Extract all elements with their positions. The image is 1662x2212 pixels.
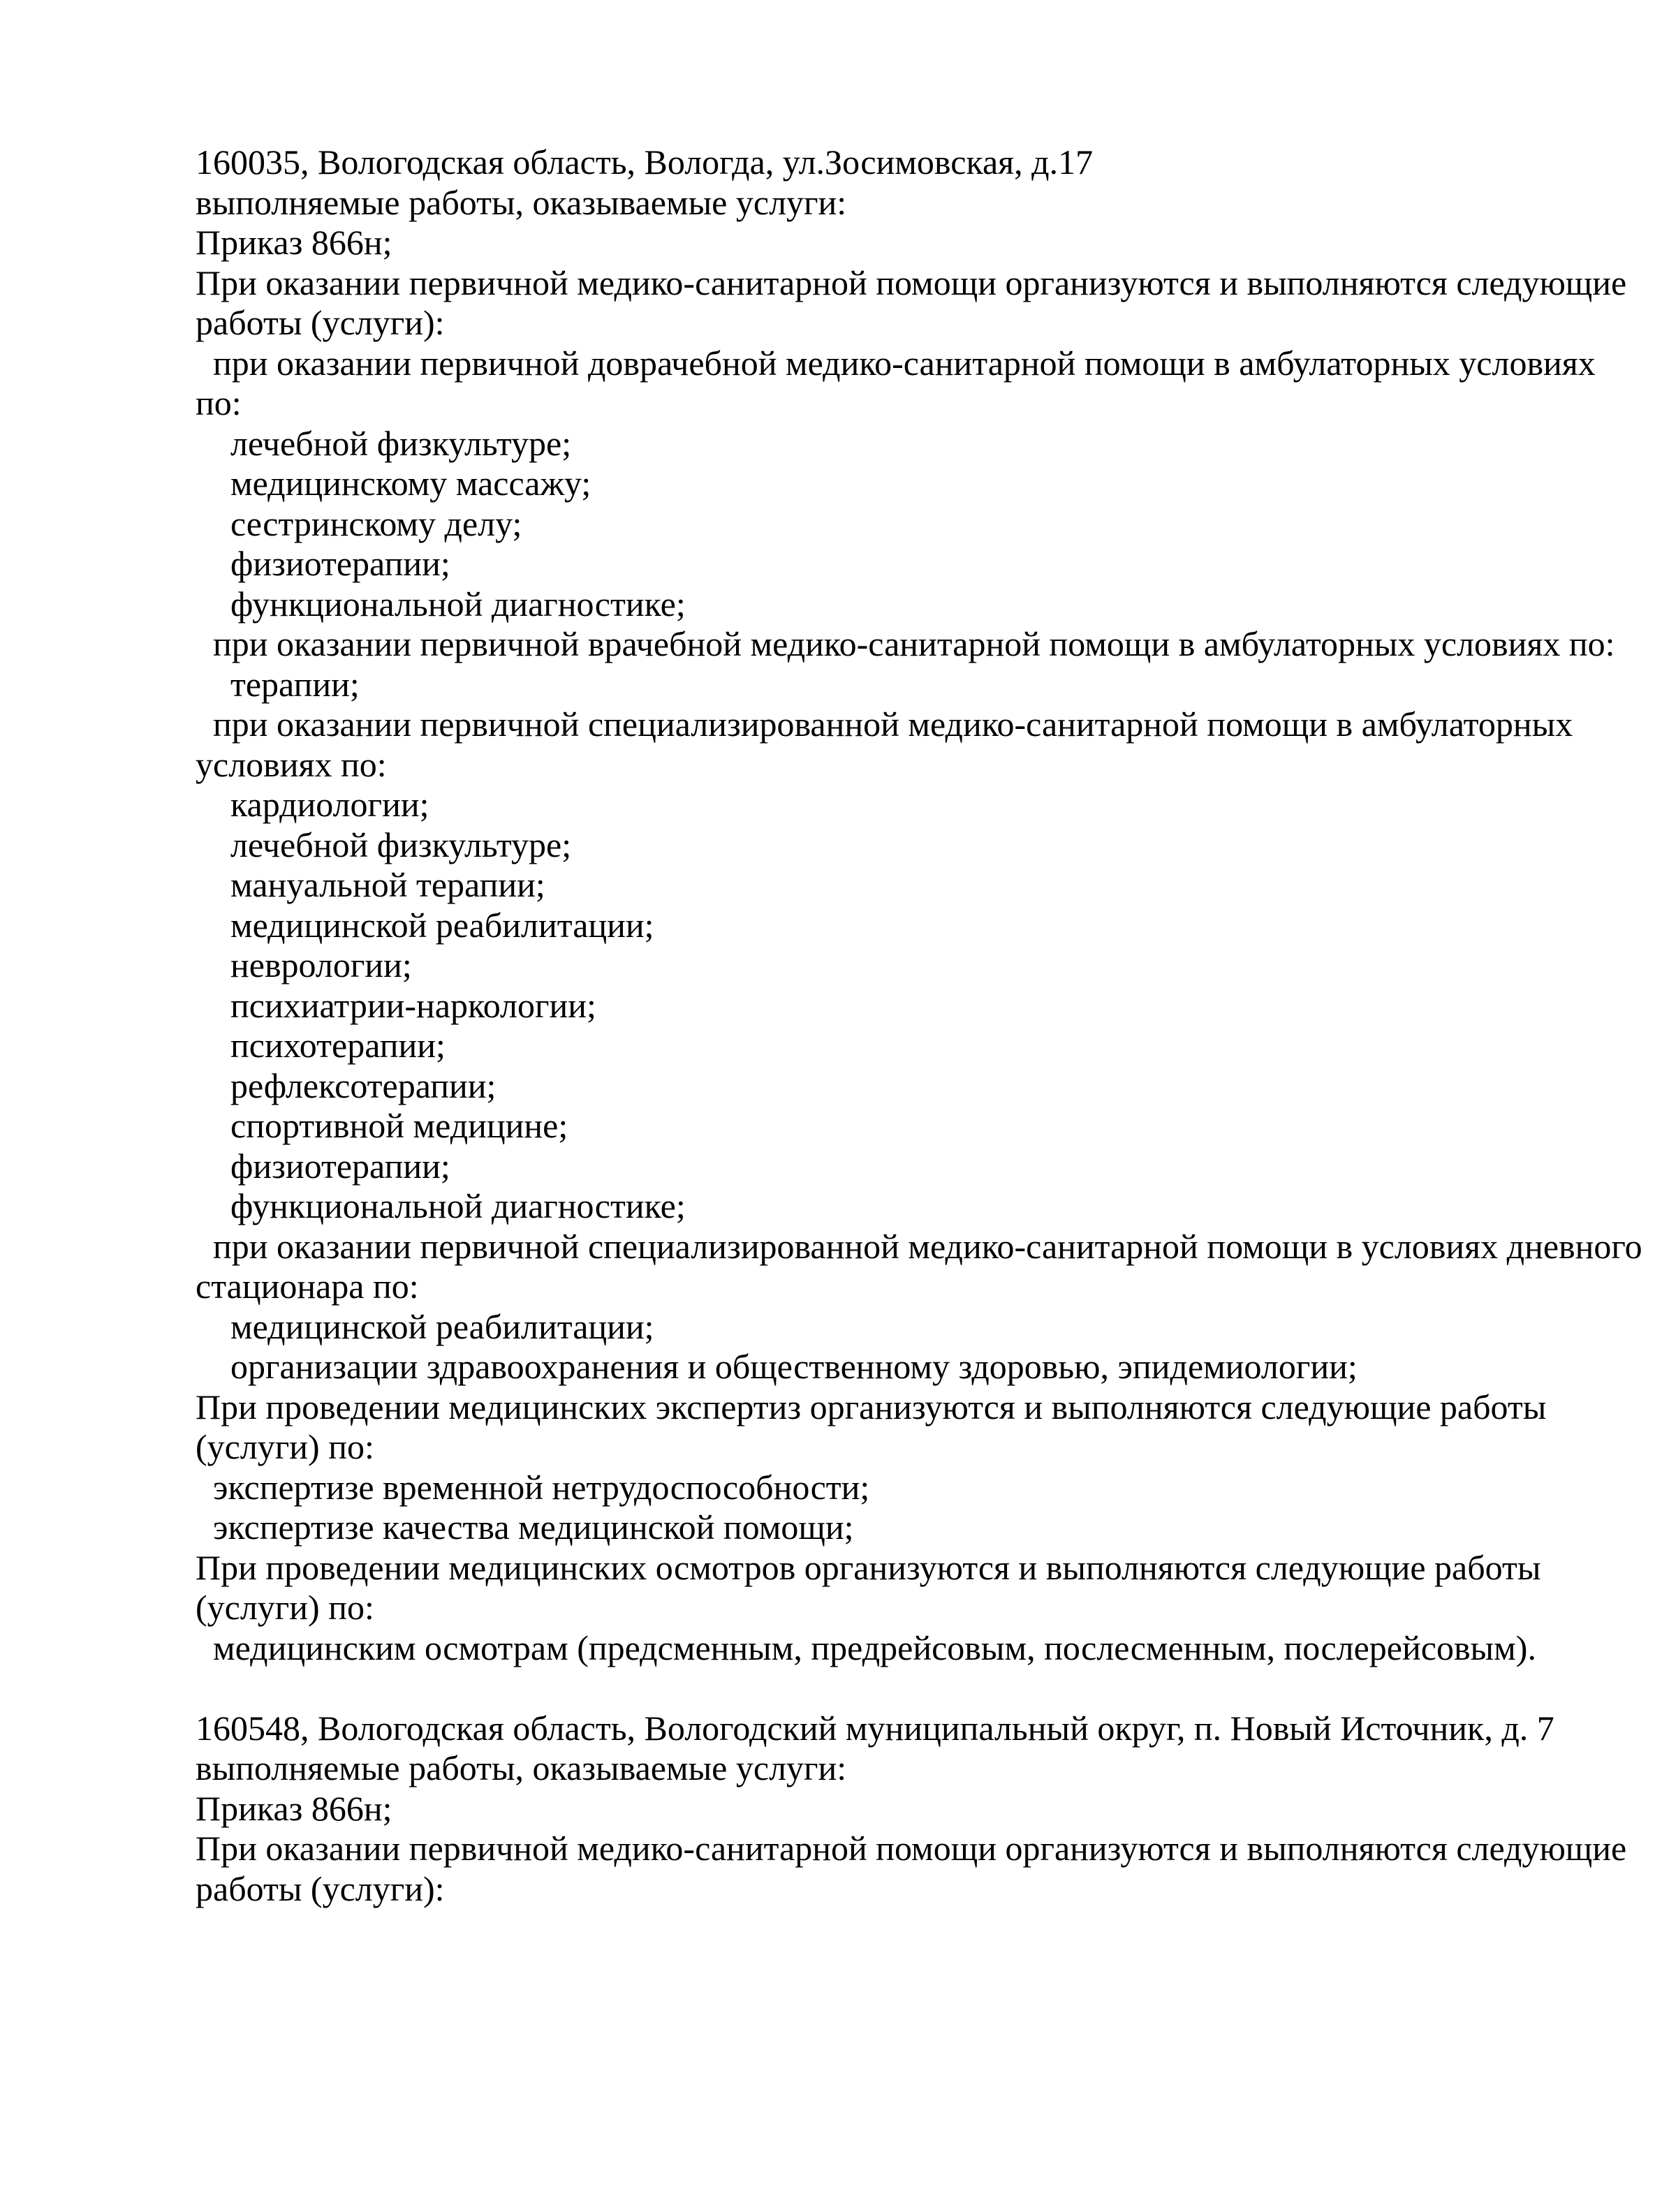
doc-line: условиях по: [196, 744, 387, 784]
service-item: терапии; [196, 664, 360, 704]
order-reference: Приказ 866н; [196, 223, 392, 262]
service-item: экспертизе качества медицинской помощи; [196, 1507, 854, 1547]
order-reference: Приказ 866н; [196, 1788, 392, 1828]
service-item: организации здравоохранения и общественному здоровью, эпидемиологии; [196, 1347, 1358, 1386]
service-item: сестринскому делу; [196, 503, 522, 543]
site-address: 160548, Вологодская область, Вологодский муниципальный округ, п. Новый Источник, д. 7 [196, 1708, 1554, 1748]
service-item: медицинской реабилитации; [196, 1306, 654, 1346]
doc-line: при оказании первичной специализированной медико-санитарной помощи в амбулаторных [196, 705, 1573, 744]
service-item: медицинским осмотрам (предсменным, предрейсовым, послесменным, послерейсовым). [196, 1628, 1536, 1667]
doc-line: (услуги) по: [196, 1427, 374, 1466]
doc-line: стационара по: [196, 1267, 419, 1306]
doc-line: при оказании первичной врачебной медико-санитарной помощи в амбулаторных условиях по: [196, 624, 1615, 663]
service-item: психиатрии-наркологии; [196, 985, 596, 1025]
works-services-heading: выполняемые работы, оказываемые услуги: [196, 182, 847, 222]
service-item: функциональной диагностике; [196, 1186, 686, 1225]
doc-line: работы (услуги): [196, 1868, 445, 1908]
doc-line: При оказании первичной медико-санитарной помощи организуются и выполняются следующие [196, 1829, 1627, 1868]
service-item: мануальной терапии; [196, 865, 545, 904]
blank-line [196, 1668, 1543, 1709]
doc-line: при оказании первичной доврачебной медико-санитарной помощи в амбулаторных условиях [196, 343, 1596, 383]
doc-line: работы (услуги): [196, 303, 445, 342]
service-item: спортивной медицине; [196, 1106, 568, 1145]
service-item: психотерапии; [196, 1026, 446, 1065]
service-item: экспертизе временной нетрудоспособности; [196, 1467, 870, 1507]
doc-line: (услуги) по: [196, 1588, 374, 1627]
doc-line: При оказании первичной медико-санитарной помощи организуются и выполняются следующие [196, 263, 1627, 302]
service-item: медицинскому массажу; [196, 464, 591, 503]
works-services-heading: выполняемые работы, оказываемые услуги: [196, 1748, 847, 1787]
service-item: неврологии; [196, 945, 412, 985]
service-item: кардиологии; [196, 785, 429, 824]
doc-line: При проведении медицинских осмотров организуются и выполняются следующие работы [196, 1547, 1541, 1587]
service-item: лечебной физкультуре; [196, 423, 572, 463]
service-item: лечебной физкультуре; [196, 825, 572, 864]
doc-line: При проведении медицинских экспертиз организуются и выполняются следующие работы [196, 1387, 1547, 1426]
doc-line: по: [196, 383, 242, 422]
service-item: медицинской реабилитации; [196, 905, 654, 945]
site-address: 160035, Вологодская область, Вологда, ул.Зосимовская, д.17 [196, 142, 1094, 182]
doc-line: при оказании первичной специализированной медико-санитарной помощи в условиях дневного [196, 1226, 1642, 1266]
service-item: физиотерапии; [196, 544, 450, 583]
service-item: рефлексотерапии; [196, 1066, 497, 1105]
service-item: функциональной диагностике; [196, 584, 686, 624]
service-item: физиотерапии; [196, 1146, 450, 1186]
